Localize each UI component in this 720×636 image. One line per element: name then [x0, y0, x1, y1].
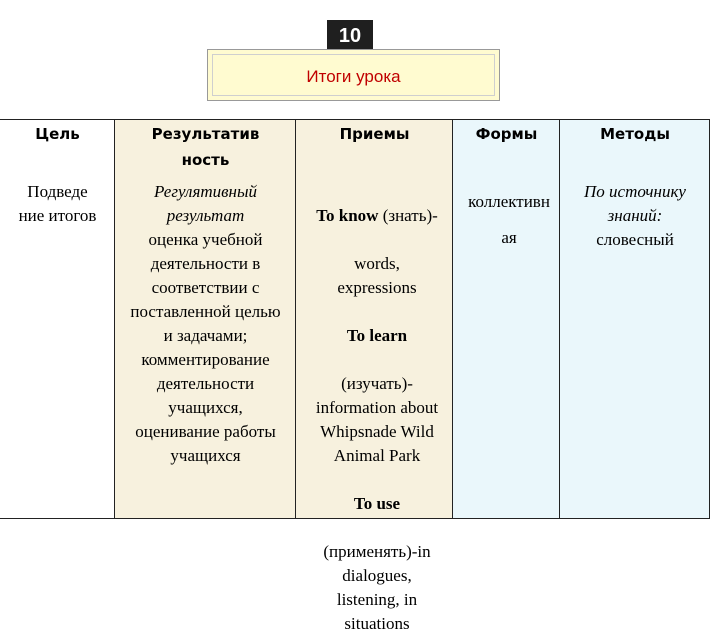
- column-forms: [453, 119, 560, 519]
- title-box: [207, 49, 500, 101]
- summary-table: [0, 119, 710, 633]
- header-methods: Методы: [600, 125, 670, 143]
- column-goal: [0, 119, 115, 519]
- cell-methods-heading: По источнику знаний:: [584, 182, 686, 225]
- table-top-border: [0, 119, 710, 120]
- technique-use-label: To use: [353, 494, 401, 513]
- technique-use-items: (применять)-in dialogues, listening, in situations: [323, 542, 431, 633]
- header-goal: Цель: [35, 125, 80, 143]
- header-techniques: Приемы: [339, 125, 410, 143]
- cell-methods-body: словесный: [596, 230, 674, 249]
- technique-know-items: words, expressions: [337, 254, 417, 297]
- technique-learn-label: To learn: [346, 326, 408, 345]
- column-methods: [560, 119, 710, 519]
- cell-forms: коллективн ая: [468, 192, 550, 247]
- header-result: Результатив ность: [151, 125, 260, 169]
- cell-result-body: оценка учебной деятельности в соответствии с поставленной целью и задачами; комментирование деятельности учащихся, оценивание работы учащихся: [130, 230, 281, 465]
- cell-result-heading: Регулятивный результат: [154, 182, 257, 225]
- header-forms: Формы: [475, 125, 538, 143]
- technique-learn-items: (изучать)- information about Whipsnade Wild Animal Park: [315, 374, 439, 465]
- technique-know-translation: (знать)-: [378, 206, 438, 225]
- cell-techniques: [296, 180, 458, 636]
- technique-know-label: To know: [316, 206, 379, 225]
- cell-goal: Подведе ние итогов: [18, 182, 97, 225]
- slide-number-badge: 10: [327, 20, 373, 52]
- slide-title: Итоги урока: [306, 67, 401, 86]
